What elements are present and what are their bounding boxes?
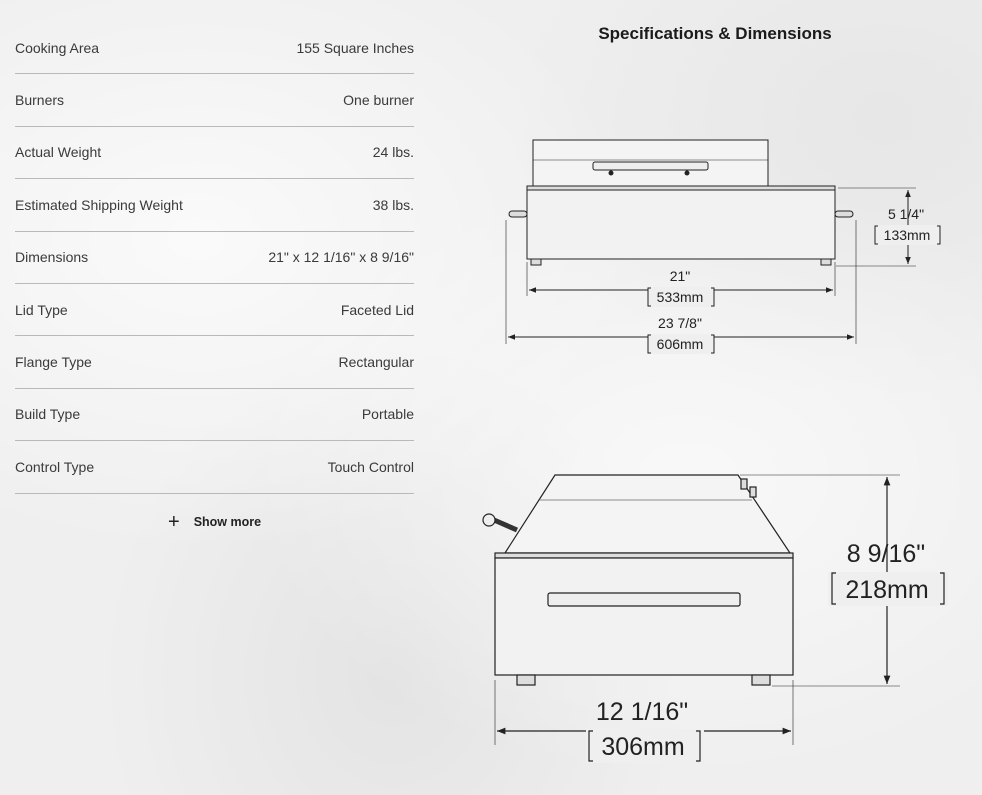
spec-value: Portable xyxy=(361,406,414,423)
spec-value: Faceted Lid xyxy=(340,301,414,318)
front-left-foot xyxy=(531,259,541,265)
side-right-foot xyxy=(752,675,770,685)
front-body-width-in: 21" xyxy=(669,268,691,284)
spec-label: Dimensions xyxy=(15,249,89,266)
front-right-knob xyxy=(835,211,853,217)
front-height-in: 5 1/4" xyxy=(887,206,925,222)
section-title: Specifications & Dimensions xyxy=(598,24,832,43)
side-control-panel xyxy=(548,593,740,606)
spec-label: Cooking Area xyxy=(15,39,100,56)
spec-value: 24 lbs. xyxy=(372,144,414,161)
spec-label: Lid Type xyxy=(15,301,68,318)
side-depth-in: 12 1/16" xyxy=(595,698,689,726)
front-overall-width-in: 23 7/8" xyxy=(658,315,702,331)
spec-label: Estimated Shipping Weight xyxy=(15,196,183,213)
side-view-drawing xyxy=(483,475,900,745)
side-depth-mm: 306mm xyxy=(601,733,685,761)
side-left-foot xyxy=(517,675,535,685)
front-flange xyxy=(527,186,835,190)
spec-label: Flange Type xyxy=(15,354,92,371)
side-flange xyxy=(495,553,793,558)
spec-value: 21" x 12 1/16" x 8 9/16" xyxy=(268,249,414,266)
front-body-width-mm: 533mm xyxy=(656,289,704,305)
spec-value: Touch Control xyxy=(327,458,414,475)
spec-value: One burner xyxy=(343,92,414,109)
front-right-foot xyxy=(821,259,831,265)
side-body xyxy=(495,558,793,675)
spec-label: Burners xyxy=(15,92,65,109)
plus-icon: + xyxy=(168,511,180,533)
show-more-label: Show more xyxy=(193,515,262,529)
spec-value: Rectangular xyxy=(338,354,414,371)
side-height-in: 8 9/16" xyxy=(846,540,926,568)
front-lid-handle xyxy=(593,162,708,170)
front-overall-width-mm: 606mm xyxy=(656,336,704,352)
side-lid-handle xyxy=(494,520,517,530)
front-left-knob xyxy=(509,211,527,217)
side-height-mm: 218mm xyxy=(845,576,929,604)
front-body xyxy=(527,190,835,259)
front-height-mm: 133mm xyxy=(883,227,931,243)
front-view-drawing xyxy=(506,140,916,344)
spec-label: Actual Weight xyxy=(15,144,102,161)
spec-label: Build Type xyxy=(15,406,81,423)
spec-label: Control Type xyxy=(15,458,95,475)
spec-value: 155 Square Inches xyxy=(296,39,414,56)
spec-value: 38 lbs. xyxy=(372,196,414,213)
